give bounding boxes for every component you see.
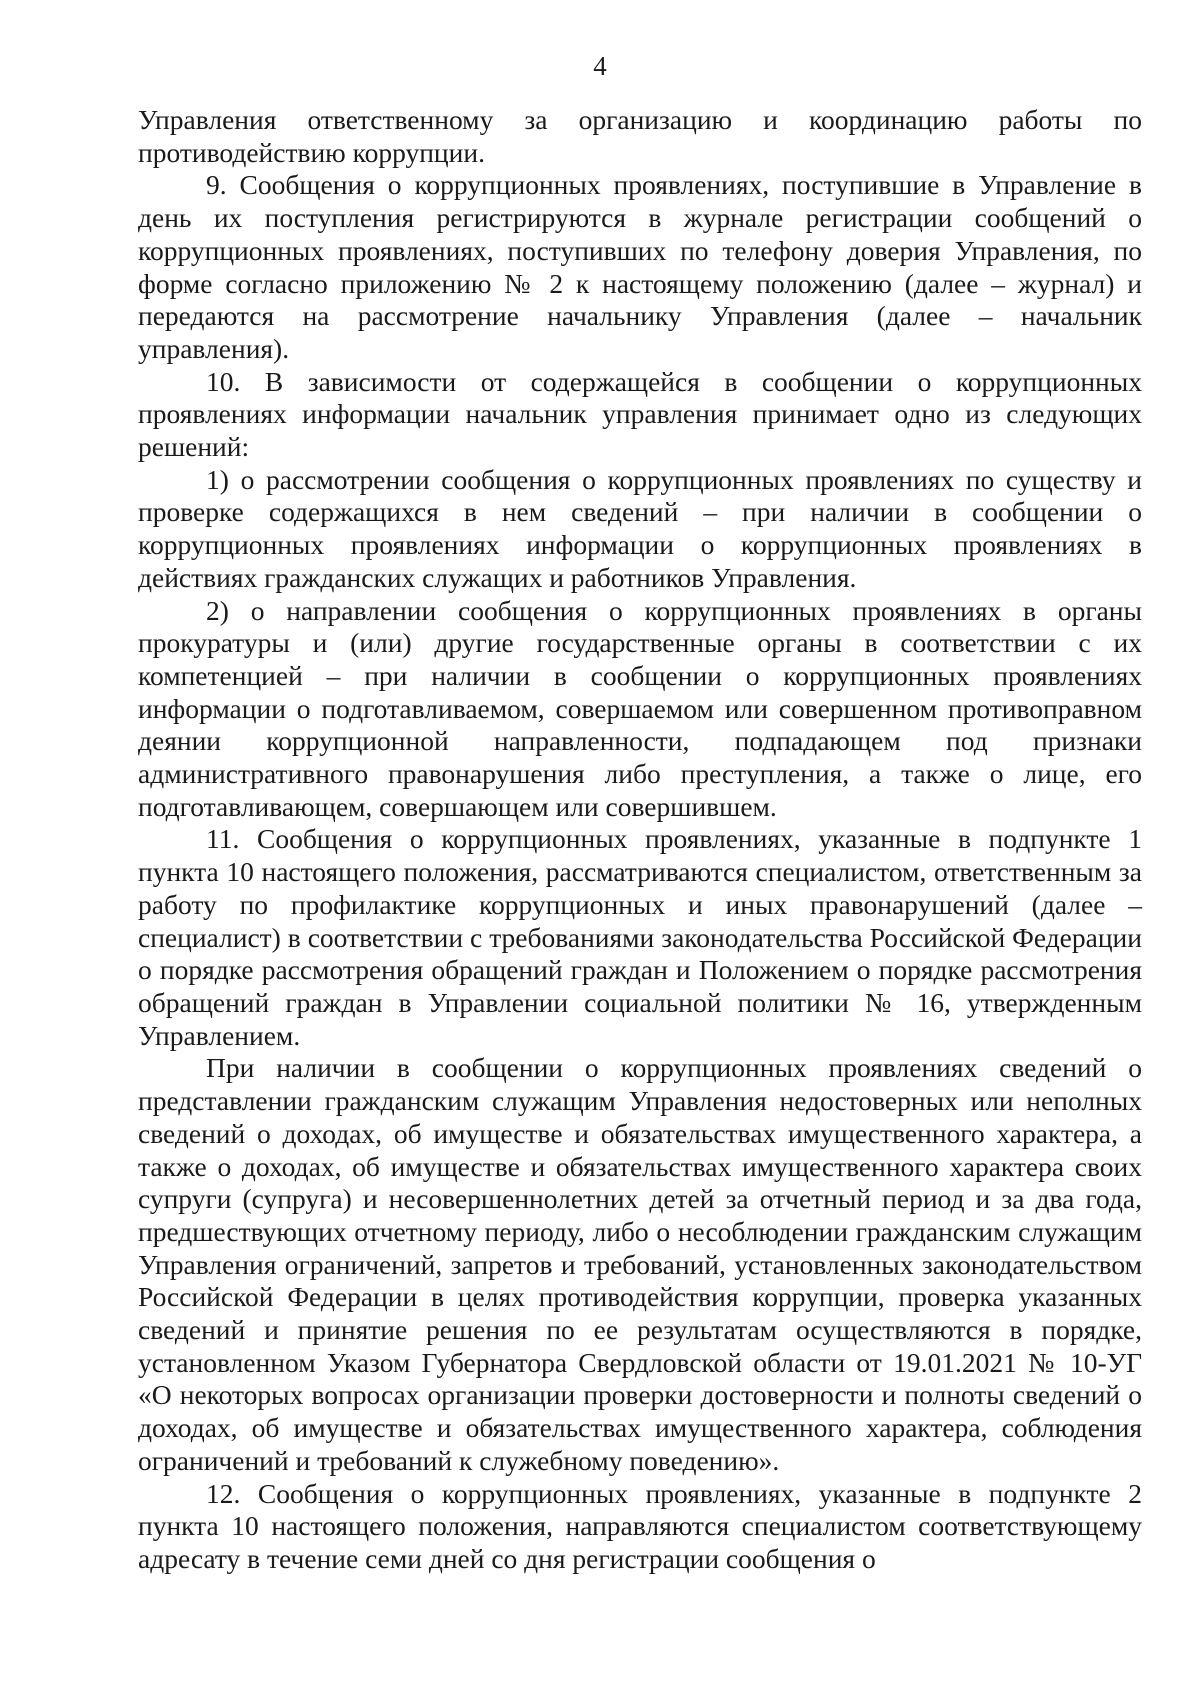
paragraph-subitem-10-1: 1) о рассмотрении сообщения о коррупционных проявлениях по существу и проверке содержащихся в нем сведений – при наличии в сообщении о коррупционных проявлениях информации о коррупционных проявлениях в действиях гражданских служащих и работников Управления. xyxy=(138,463,1142,593)
paragraph-item-12: 12. Сообщения о коррупционных проявлениях, указанные в подпункте 2 пункта 10 настоящего положения, направляются специалистом соответствующему адресату в течение семи дней со дня регистрации сообщения о xyxy=(138,1477,1142,1574)
paragraph-item-11-part-2: При наличии в сообщении о коррупционных проявлениях сведений о представлении гражданским служащим Управления недостоверных или неполных сведений о доходах, об имуществе и обязательствах имущественного характера, а также о доходах, об имуществе и обязательствах имущественного характера своих супруги (супруга) и несовершеннолетних детей за отчетный период и за два года, предшествующих отчетному периоду, либо о несоблюдении гражданским служащим Управления ограничений, запретов и требований, установленных законодательством Российской Федерации в целях противодействия коррупции, проверка указанных сведений и принятие решения по ее результатам осуществляются в порядке, установленном Указом Губернатора Свердловской области от 19.01.2021 № 10-УГ «О некоторых вопросах организации проверки достоверности и полноты сведений о доходах, об имуществе и обязательствах имущественного характера, соблюдения ограничений и требований к служебному поведению». xyxy=(138,1052,1142,1476)
page-number: 4 xyxy=(593,51,607,81)
paragraph-continuation: Управления ответственному за организацию и координацию работы по противодействию коррупции. xyxy=(138,104,1142,168)
paragraph-item-11: 11. Сообщения о коррупционных проявлениях, указанные в подпункте 1 пункта 10 настоящего положения, рассматриваются специалистом, ответственным за работу по профилактике коррупционных и иных правонарушений (далее – специалист) в соответствии с требованиями законодательства Российской Федерации о порядке рассмотрения обращений граждан и Положением о порядке рассмотрения обращений граждан в Управлении социальной политики № 16, утвержденным Управлением. xyxy=(138,823,1142,1051)
paragraph-subitem-10-2: 2) о направлении сообщения о коррупционных проявлениях в органы прокуратуры и (или) другие государственные органы в соответствии с их компетенцией – при наличии в сообщении о коррупционных проявлениях информации о подготавливаемом, совершаемом или совершенном противоправном деянии коррупционной направленности, подпадающем под признаки административного правонарушения либо преступления, а также о лице, его подготавливающем, совершающем или совершившем. xyxy=(138,594,1142,822)
paragraph-item-10: 10. В зависимости от содержащейся в сообщении о коррупционных проявлениях информации начальник управления принимает одно из следующих решений: xyxy=(138,365,1142,463)
paragraph-item-9: 9. Сообщения о коррупционных проявлениях, поступившие в Управление в день их поступления регистрируются в журнале регистрации сообщений о коррупционных проявлениях, поступивших по телефону доверия Управления, по форме согласно приложению № 2 к настоящему положению (далее – журнал) и передаются на рассмотрение начальнику Управления (далее – начальник управления). xyxy=(138,169,1142,364)
document-body xyxy=(138,104,1142,1576)
